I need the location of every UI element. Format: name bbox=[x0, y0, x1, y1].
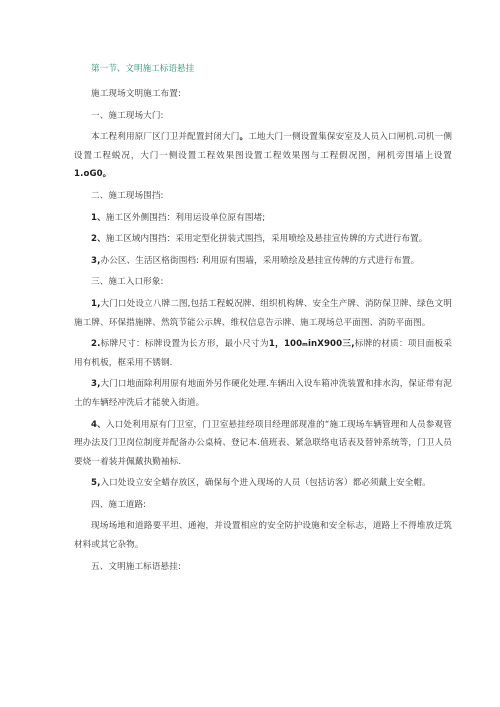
paragraph bbox=[74, 335, 452, 372]
paragraph-text: 本工程利用原厂区门卫并配置封闭大门 bbox=[91, 132, 240, 143]
paragraph bbox=[74, 273, 452, 292]
paragraph-text: 标牌尺寸：标牌设置为长方形，最小尺寸为 bbox=[100, 339, 269, 350]
bold-text: 3, bbox=[91, 255, 101, 266]
paragraph-text: 五、文明施工标语悬挂: bbox=[91, 561, 181, 572]
paragraph bbox=[74, 474, 452, 493]
paragraph bbox=[74, 558, 452, 577]
bold-text: 4、 bbox=[91, 419, 106, 430]
bold-text: 1, bbox=[91, 298, 101, 309]
paragraph-text: 现场场地和道路要平坦、通袍，并设置相应的安全防护设施和安全标志，道路上不得堆放迂筑材料或其它杂物。 bbox=[74, 521, 452, 551]
bold-text: 。 bbox=[239, 132, 249, 143]
paragraph-text: 一、施工现场大门: bbox=[91, 110, 164, 121]
bold-text: 2. bbox=[91, 339, 101, 350]
paragraph-text: 办公区、生活区格街围档: 利用原有围墙，采用喷绘及悬挂宣传牌的方式进行布置。 bbox=[100, 255, 420, 266]
paragraph-text: 大门口处设立八牌二图,包括工程蜕况牌、组织机构牌、安全生产牌、消防保卫牌、绿色文明施工牌、环保措施牌、然筑节能公示牌、维权信息告示牌、施工现场总平面图、消防平面图。 bbox=[74, 298, 452, 328]
paragraph bbox=[74, 209, 452, 228]
paragraph-text: 大门口地面除利用原有地面外另作硬化处理.车辆出入设车箱冲洗装置和排水沟，保证带有泥土的车辆经冲洗后才能驶入街道。 bbox=[74, 379, 452, 408]
paragraph bbox=[74, 252, 452, 271]
paragraph-text: 施工现场文明施工布置: bbox=[91, 89, 181, 99]
paragraph-text: 入口处设立安全蜡存放区，确保每个进入现场的人员（包括访客）都必须戴上安全帽。 bbox=[100, 478, 431, 489]
section-heading: 第一节、文明施工标语悬挂 bbox=[91, 64, 195, 74]
paragraph-text: 入口处利用原有门卫室，门卫室悬挂经项目经理部现准的“施工现场车辆管理和人员参观管理办法及门卫岗位制度并配备办公桌椅、登记本.值班表、紧急联络电话表及替钟系统等，门卫人员要烧一着装并佩戴执勤袖标. bbox=[74, 419, 452, 467]
paragraph-text: 工地大门一侧设置集保安室及人员入口闸机.司机一侧设置工程蜕况，大门一侧设置工程效果图设置工程效果图与工程假况图，闸机旁围墙上设置 bbox=[74, 132, 453, 161]
paragraph bbox=[74, 295, 452, 332]
paragraph bbox=[74, 496, 452, 515]
paragraph bbox=[74, 230, 452, 249]
paragraph-text: 标牌的材质：项目面板采用有机板，框采用不锈钢. bbox=[74, 339, 452, 368]
bold-text: 3, bbox=[91, 379, 101, 390]
paragraph-text: 二、施工现场围挡: bbox=[91, 190, 164, 201]
paragraph bbox=[74, 375, 452, 412]
paragraph-text: 施工区外侧围挡：利用运设单位原有围堵; bbox=[105, 212, 266, 223]
paragraph bbox=[74, 85, 452, 104]
bold-text: 2、 bbox=[91, 234, 106, 245]
paragraph bbox=[74, 128, 452, 184]
paragraph bbox=[74, 187, 452, 206]
bold-text: 5, bbox=[91, 478, 101, 489]
bold-text: 1、 bbox=[91, 212, 106, 223]
paragraph bbox=[74, 416, 452, 472]
document-body bbox=[74, 85, 452, 576]
bold-text: 1.oG0。 bbox=[74, 169, 112, 180]
paragraph-text: 施工区域内围挡：采用定型化拼装式围挡，采用喷绘及悬挂宣传牌的方式进行布置。 bbox=[105, 234, 428, 245]
paragraph bbox=[74, 517, 452, 554]
bold-text: 1，100ₘinX900三, bbox=[268, 339, 355, 350]
paragraph-text: 四、施工道路: bbox=[91, 499, 147, 510]
paragraph bbox=[74, 107, 452, 126]
paragraph-text: 三、施工入口形象: bbox=[91, 277, 164, 288]
